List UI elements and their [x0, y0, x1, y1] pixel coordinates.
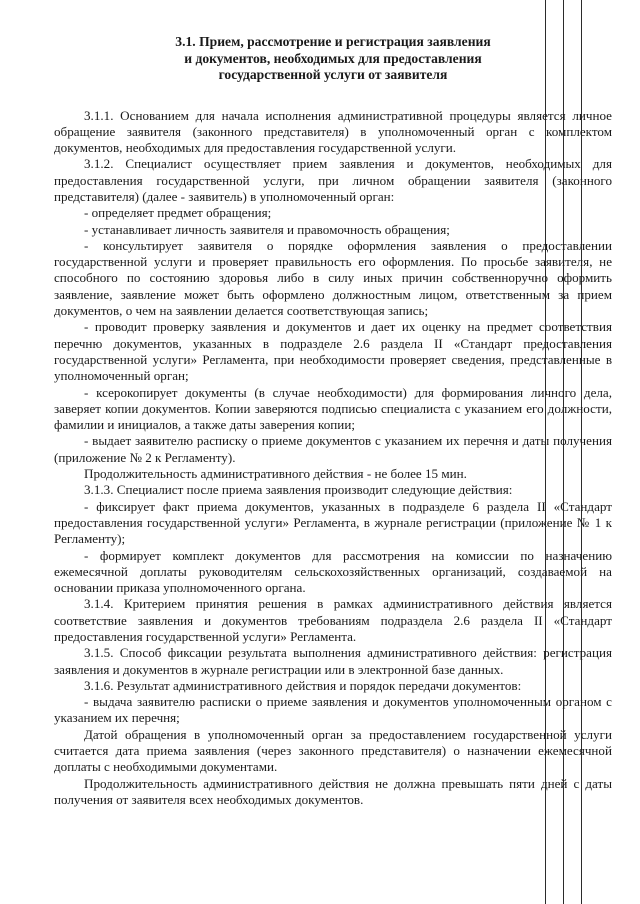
paragraph: - определяет предмет обращения; [84, 205, 272, 221]
paragraph: 3.1.5. Способ фиксации результата выполнения административного действия: регистрация заявления и документов в журнале регистрации или в электронной базе данных. [54, 645, 612, 677]
heading-line-3: государственной услуги от заявителя [218, 67, 448, 82]
paragraph: - выдает заявителю расписку о приеме документов с указанием их перечня и даты получения (приложение № 2 к Регламенту). [54, 433, 612, 465]
document-body [54, 108, 612, 809]
paragraph: - формирует комплект документов для рассмотрения на комиссии по назначению ежемесячной доплаты руководителям сельскохозяйственных организаций, создаваемой на основании приказа уполномоченного органа. [54, 547, 612, 596]
paragraph: Продолжительность административного действия - не более 15 мин. [84, 466, 467, 482]
paragraph: 3.1.4. Критерием принятия решения в рамках административного действия является соответствие заявления и документов требованиям подраздела 2.6 раздела II «Стандарт предоставления государственной услуги» Регламента. [54, 596, 612, 644]
heading-line-1: 3.1. Прием, рассмотрение и регистрация заявления [175, 34, 491, 49]
paragraph: - устанавливает личность заявителя и правомочность обращения; [84, 221, 450, 237]
paragraph: - выдача заявителю расписки о приеме заявления и документов уполномоченным органом с указанием их перечня; [54, 694, 612, 726]
paragraph: - фиксирует факт приема документов, указанных в подразделе 6 раздела II «Стандарт предоставления государственной услуги» Регламента, в журнале регистрации (приложение № 1 к Регламенту); [54, 498, 612, 547]
paragraph: 3.1.2. Специалист осуществляет прием заявления и документов, необходимых для предоставления государственной услуги, при личном обращении заявителя (законного представителя) (далее - заявитель) в уполномоченный орган: [54, 156, 612, 204]
paragraph: - проводит проверку заявления и документов и дает их оценку на предмет соответствия перечню документов, указанных в подразделе 2.6 раздела II «Стандарт предоставления государственной услуги» Регламента, при необходимости проверяет сведения, представленные в уполномоченный орган; [54, 319, 612, 384]
paragraph: 3.1.1. Основанием для начала исполнения административной процедуры является личное обращение заявителя (законного представителя) в уполномоченный орган с комплектом документов, необходимых для предоставления государственной услуги. [54, 107, 612, 156]
paragraph: 3.1.6. Результат административного действия и порядок передачи документов: [84, 677, 522, 693]
paragraph: - консультирует заявителя о порядке оформления заявления о предоставлении государственной услуги и проверяет правильность его оформления. По просьбе заявителя, не способного по состоянию здоровья либо в силу иных причин собственноручно оформить заявление, заявление может быть оформлено должностным лицом, ответственным за прием документов, о чем на заявлении делается соответствующая запись; [54, 237, 612, 319]
section-heading [54, 34, 612, 84]
paragraph: 3.1.3. Специалист после приема заявления производит следующие действия: [84, 482, 513, 498]
paragraph: - ксерокопирует документы (в случае необходимости) для формирования личного дела, заверяет копии документов. Копии заверяются подписью специалиста с указанием его должности, фамилии и инициалов, а также даты заверения копии; [54, 384, 612, 433]
document-page [54, 34, 612, 808]
paragraph: Датой обращения в уполномоченный орган за предоставлением государственной услуги считается дата приема заявления (через законного представителя) о назначении ежемесячной доплаты с необходимыми документами. [54, 726, 612, 775]
heading-line-2: и документов, необходимых для предоставления [184, 50, 482, 66]
paragraph: Продолжительность административного действия не должна превышать пяти дней с даты получения от заявителя всех необходимых документов. [54, 775, 612, 807]
